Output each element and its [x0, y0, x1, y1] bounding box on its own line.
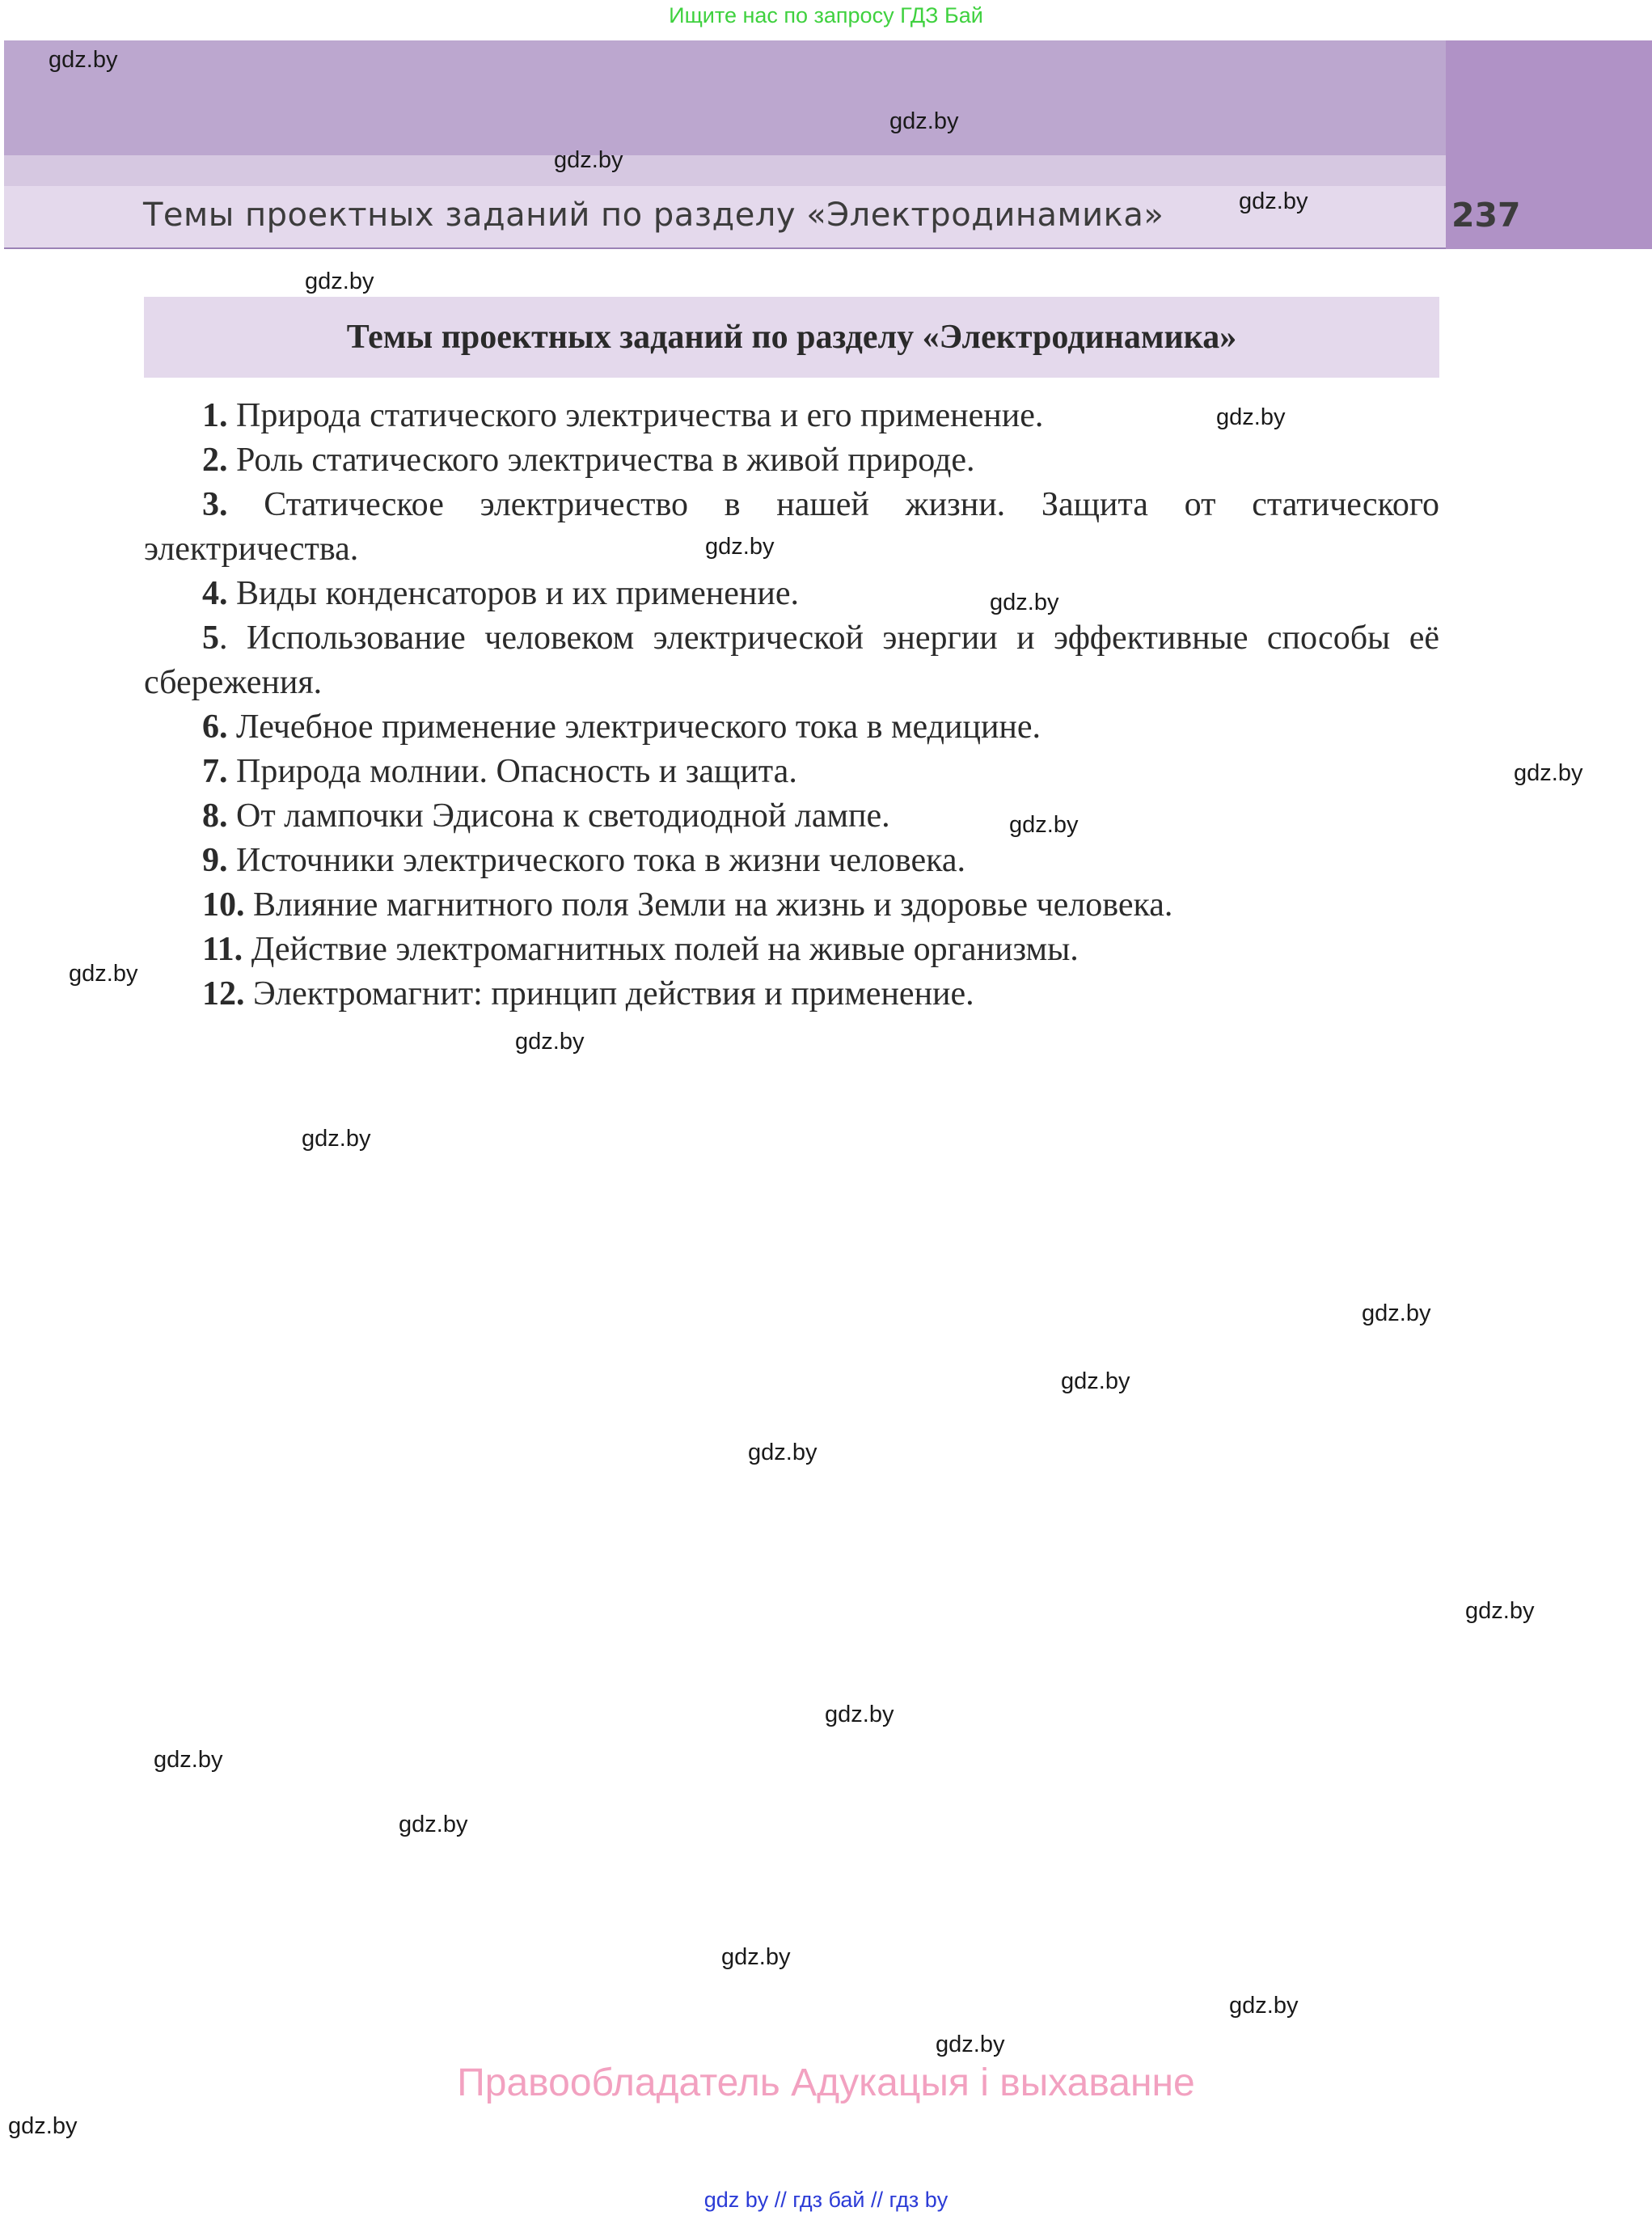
list-item [144, 483, 1439, 572]
header-band [4, 40, 1446, 155]
item-text: Электромагнит: принцип действия и применение. [244, 975, 974, 1013]
watermark: gdz.by [721, 1944, 791, 1970]
watermark: gdz.by [1465, 1598, 1535, 1624]
watermark: gdz.by [990, 590, 1059, 615]
item-number: 3. [202, 486, 228, 523]
list-item [144, 928, 1439, 972]
footer-links[interactable]: gdz by // гдз бай // гдз by [703, 2188, 949, 2212]
item-text: Лечебное применение электрического тока в медицине. [227, 708, 1041, 746]
item-text: Виды конденсаторов и их применение. [227, 575, 799, 612]
item-text: Статическое электричество в нашей жизни. Защита от статического электричества. [144, 486, 1439, 568]
item-number: 5 [202, 619, 219, 657]
list-item [144, 705, 1439, 750]
watermark: gdz.by [69, 961, 138, 987]
item-text: Влияние магнитного поля Земли на жизнь и здоровье человека. [244, 886, 1173, 924]
list-item [144, 438, 1439, 483]
watermark: gdz.by [154, 1747, 223, 1773]
page-number: 237 [1451, 196, 1521, 235]
section-heading-box [144, 297, 1439, 378]
item-number: 10. [202, 886, 245, 924]
item-number: 11. [202, 931, 243, 968]
item-text: Роль статического электричества в живой природе. [227, 442, 975, 479]
item-number: 9. [202, 842, 228, 879]
list-item [144, 572, 1439, 616]
list-item [144, 750, 1439, 794]
running-title: Темы проектных заданий по разделу «Электродинамика» [143, 197, 1164, 234]
watermark: gdz.by [1216, 404, 1286, 430]
watermark: gdz.by [8, 2113, 78, 2139]
watermark: gdz.by [1009, 812, 1079, 838]
watermark: gdz.by [1061, 1368, 1130, 1394]
watermark: gdz.by [705, 534, 775, 560]
topic-list [144, 394, 1439, 1017]
item-number: 8. [202, 797, 228, 835]
item-text: Действие электромагнитных полей на живые организмы. [243, 931, 1079, 968]
watermark: gdz.by [305, 268, 374, 294]
item-text: Природа статического электричества и его применение. [227, 397, 1044, 434]
item-text: . Использование человеком электрической энергии и эффективные способы её сбережения. [144, 619, 1439, 701]
top-promo-link[interactable]: Ищите нас по запросу ГДЗ Бай [669, 3, 983, 27]
item-text: Природа молнии. Опасность и защита. [227, 753, 797, 790]
list-item [144, 972, 1439, 1017]
watermark: gdz.by [1239, 188, 1308, 214]
watermark: gdz.by [889, 108, 959, 134]
header-band-stripe [4, 155, 1446, 186]
watermark: gdz.by [399, 1812, 468, 1837]
watermark: gdz.by [49, 47, 118, 73]
item-number: 7. [202, 753, 228, 790]
item-text: Источники электрического тока в жизни человека. [227, 842, 966, 879]
watermark: gdz.by [1229, 1993, 1299, 2019]
section-heading: Темы проектных заданий по разделу «Электродинамика» [346, 319, 1237, 356]
watermark: gdz.by [936, 2032, 1005, 2057]
watermark: gdz.by [1362, 1300, 1431, 1326]
watermark: gdz.by [554, 147, 623, 173]
item-text: От лампочки Эдисона к светодиодной лампе. [227, 797, 890, 835]
list-item [144, 883, 1439, 928]
item-number: 12. [202, 975, 245, 1013]
copyright-notice: Правообладатель Адукацыя і выхаванне [457, 2061, 1195, 2104]
watermark: gdz.by [748, 1440, 818, 1465]
item-number: 4. [202, 575, 228, 612]
item-number: 6. [202, 708, 228, 746]
watermark: gdz.by [1514, 760, 1583, 786]
watermark: gdz.by [302, 1126, 371, 1152]
list-item [144, 794, 1439, 839]
list-item [144, 616, 1439, 705]
item-number: 2. [202, 442, 228, 479]
watermark: gdz.by [825, 1702, 894, 1727]
watermark: gdz.by [515, 1029, 585, 1055]
item-number: 1. [202, 397, 228, 434]
list-item [144, 839, 1439, 883]
